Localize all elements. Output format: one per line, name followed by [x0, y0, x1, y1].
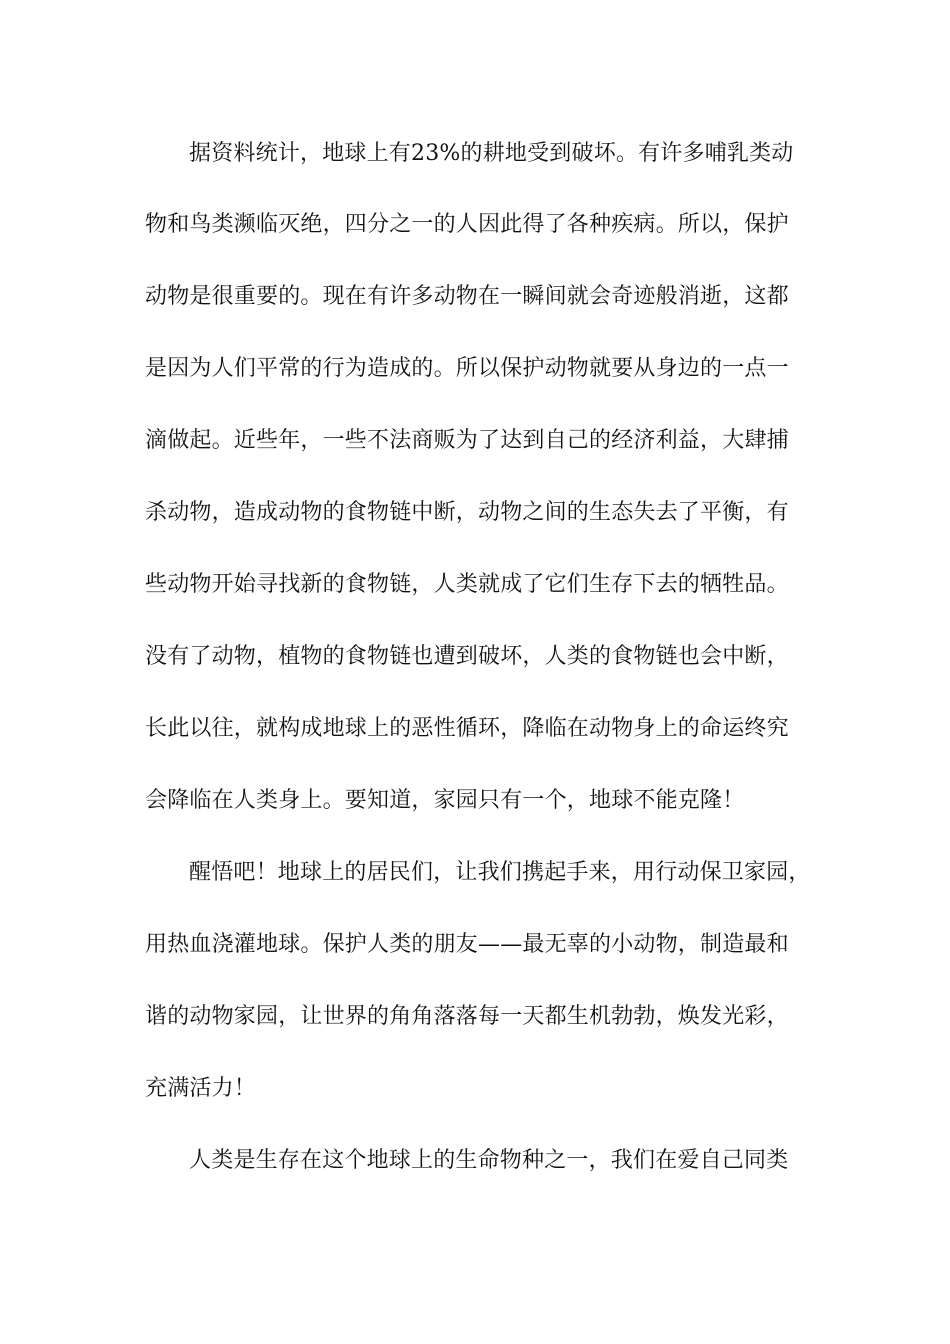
paragraph-1-line-1: 据资料统计，地球上有23%的耕地受到破坏。有许多哺乳类动 — [189, 141, 794, 166]
paragraph-1-line-8: 没有了动物，植物的食物链也遭到破坏，人类的食物链也会中断， — [145, 644, 789, 669]
paragraph-1-line-7: 些动物开始寻找新的食物链，人类就成了它们生存下去的牺牲品。 — [145, 572, 789, 597]
paragraph-2-line-1: 醒悟吧！地球上的居民们，让我们携起手来，用行动保卫家园， — [189, 860, 811, 885]
paragraph-1-line-4: 是因为人们平常的行为造成的。所以保护动物就要从身边的一点一 — [145, 356, 789, 381]
paragraph-2-line-3: 谐的动物家园，让世界的角角落落每一天都生机勃勃，焕发光彩， — [145, 1004, 789, 1029]
paragraph-2-line-2: 用热血浇灌地球。保护人类的朋友——最无辜的小动物，制造最和 — [145, 932, 789, 957]
paragraph-2-line-4: 充满活力！ — [145, 1076, 257, 1101]
paragraph-1-line-2: 物和鸟类濒临灭绝，四分之一的人因此得了各种疾病。所以，保护 — [145, 212, 789, 237]
paragraph-1-line-6: 杀动物，造成动物的食物链中断，动物之间的生态失去了平衡，有 — [145, 500, 789, 525]
paragraph-3-line-1: 人类是生存在这个地球上的生命物种之一，我们在爱自己同类 — [189, 1148, 789, 1173]
paragraph-1-line-9: 长此以往，就构成地球上的恶性循环，降临在动物身上的命运终究 — [145, 716, 789, 741]
paragraph-1-line-3: 动物是很重要的。现在有许多动物在一瞬间就会奇迹般消逝，这都 — [145, 284, 789, 309]
paragraph-1-line-5: 滴做起。近些年，一些不法商贩为了达到自己的经济利益，大肆捕 — [145, 428, 789, 453]
paragraph-1-line-10: 会降临在人类身上。要知道，家园只有一个，地球不能克隆！ — [145, 788, 745, 813]
